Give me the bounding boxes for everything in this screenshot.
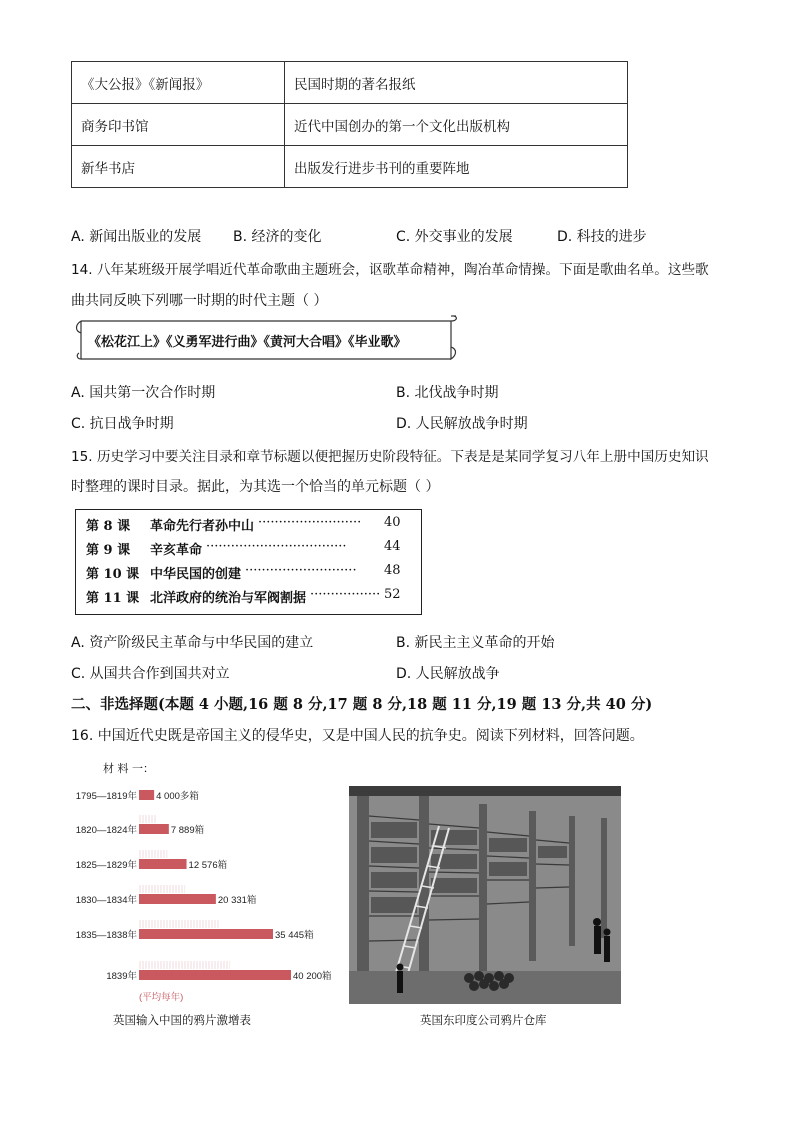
chart-note: (平均每年)	[139, 992, 184, 1003]
chart-category-label: 1830—1834年	[75, 895, 137, 906]
publishing-table	[71, 61, 628, 188]
catalog-lesson: 第 10 课	[86, 567, 140, 582]
chart-bar	[139, 824, 169, 834]
table-cell-name: 商务印书馆	[72, 104, 285, 146]
chart-category-label: 1795—1819年	[75, 791, 137, 802]
chart-value-label: 7 889箱	[170, 825, 205, 836]
catalog-row	[86, 563, 401, 582]
catalog-leader-dots: ··································	[206, 539, 347, 554]
catalog-title: 北洋政府的统治与军阀割据	[150, 591, 307, 606]
q15-stem-line1: 15. 历史学习中要关注目录和章节标题以便把握历史阶段特征。下表是是某同学复习八年上册中国历史知识	[71, 449, 709, 465]
chart-bar	[139, 859, 187, 869]
catalog-lesson: 第 11 课	[86, 591, 140, 606]
catalog-row	[86, 539, 401, 558]
table-row	[72, 104, 628, 146]
catalog-leader-dots: ·················	[310, 587, 381, 602]
table-cell-desc: 近代中国创办的第一个文化出版机构	[285, 104, 628, 146]
q16-intro: 16. 中国近代史既是帝国主义的侵华史，又是中国人民的抗争史。阅读下列材料，回答问题。	[71, 728, 644, 744]
table-row	[72, 62, 628, 104]
q14-stem-line1: 14. 八年某班级开展学唱近代革命歌曲主题班会，讴歌革命精神，陶冶革命情操。下面是歌曲名单。这些歌	[71, 262, 709, 278]
q13-option-a[interactable]: A. 新闻出版业的发展	[71, 229, 202, 245]
lesson-catalog	[75, 509, 422, 615]
catalog-title: 中华民国的创建	[150, 567, 242, 582]
chart-category-label: 1835—1838年	[75, 930, 137, 941]
chart-value-label: 4 000多箱	[156, 791, 199, 802]
q14-option-b[interactable]: B. 北伐战争时期	[396, 385, 499, 401]
chart-value-label: 35 445箱	[275, 930, 314, 941]
q15-option-c[interactable]: C. 从国共合作到国共对立	[71, 666, 230, 682]
section-title: 二、非选择题(本题 4 小题,16 题 8 分,17 题 8 分,18 题 11 分,19 题 13 分,共 40 分)	[71, 696, 653, 713]
illustration-caption: 英国东印度公司鸦片仓库	[420, 1013, 547, 1027]
table-row	[72, 146, 628, 188]
chart-value-label: 12 576箱	[188, 860, 228, 871]
q13-option-d[interactable]: D. 科技的进步	[557, 229, 647, 245]
q14-option-a[interactable]: A. 国共第一次合作时期	[71, 385, 216, 401]
q14-option-d[interactable]: D. 人民解放战争时期	[396, 416, 528, 432]
opium-warehouse-illustration	[349, 786, 621, 1004]
chart-category-label: 1825—1829年	[75, 860, 137, 871]
chart-bar	[139, 970, 291, 980]
chart-bar	[139, 929, 273, 939]
catalog-lesson: 第 9 课	[86, 543, 131, 558]
table-cell-name: 《大公报》《新闻报》	[72, 62, 285, 104]
chart-category-label: 1839年	[106, 971, 137, 982]
q15-option-a[interactable]: A. 资产阶级民主革命与中华民国的建立	[71, 635, 314, 651]
catalog-lesson: 第 8 课	[86, 519, 131, 534]
catalog-leader-dots: ···························	[245, 563, 357, 578]
catalog-page: 48	[384, 563, 401, 578]
catalog-title: 革命先行者孙中山	[150, 519, 255, 534]
chart-caption: 英国输入中国的鸦片激增表	[113, 1013, 251, 1027]
q15-option-d[interactable]: D. 人民解放战争	[396, 666, 500, 682]
song-list: 《松花江上》《义勇军进行曲》《黄河大合唱》《毕业歌》	[88, 335, 407, 350]
chart-bar	[139, 790, 154, 800]
q14-stem-line2: 曲共同反映下列哪一时期的时代主题（ ）	[71, 293, 328, 309]
catalog-page: 40	[384, 515, 401, 530]
q13-option-b[interactable]: B. 经济的变化	[233, 229, 322, 245]
chart-value-label: 20 331箱	[217, 895, 257, 906]
chart-bar	[139, 894, 216, 904]
catalog-title: 辛亥革命	[150, 543, 203, 558]
q13-option-c[interactable]: C. 外交事业的发展	[396, 229, 513, 245]
material-label: 材 料 一：	[103, 762, 154, 775]
q14-option-c[interactable]: C. 抗日战争时期	[71, 416, 174, 432]
catalog-row	[86, 515, 401, 534]
q15-option-b[interactable]: B. 新民主主义革命的开始	[396, 635, 555, 651]
table-cell-name: 新华书店	[72, 146, 285, 188]
catalog-page: 44	[384, 539, 401, 554]
q15-stem-line2: 时整理的课时目录。据此，为其选一个恰当的单元标题（ ）	[71, 479, 440, 495]
catalog-page: 52	[384, 587, 401, 602]
chart-category-label: 1820—1824年	[75, 825, 137, 836]
catalog-row	[86, 587, 401, 606]
chart-value-label: 40 200箱	[293, 971, 332, 982]
catalog-leader-dots: ·························	[258, 515, 362, 530]
opium-import-chart	[70, 784, 340, 1006]
table-cell-desc: 民国时期的著名报纸	[285, 62, 628, 104]
table-cell-desc: 出版发行进步书刊的重要阵地	[285, 146, 628, 188]
